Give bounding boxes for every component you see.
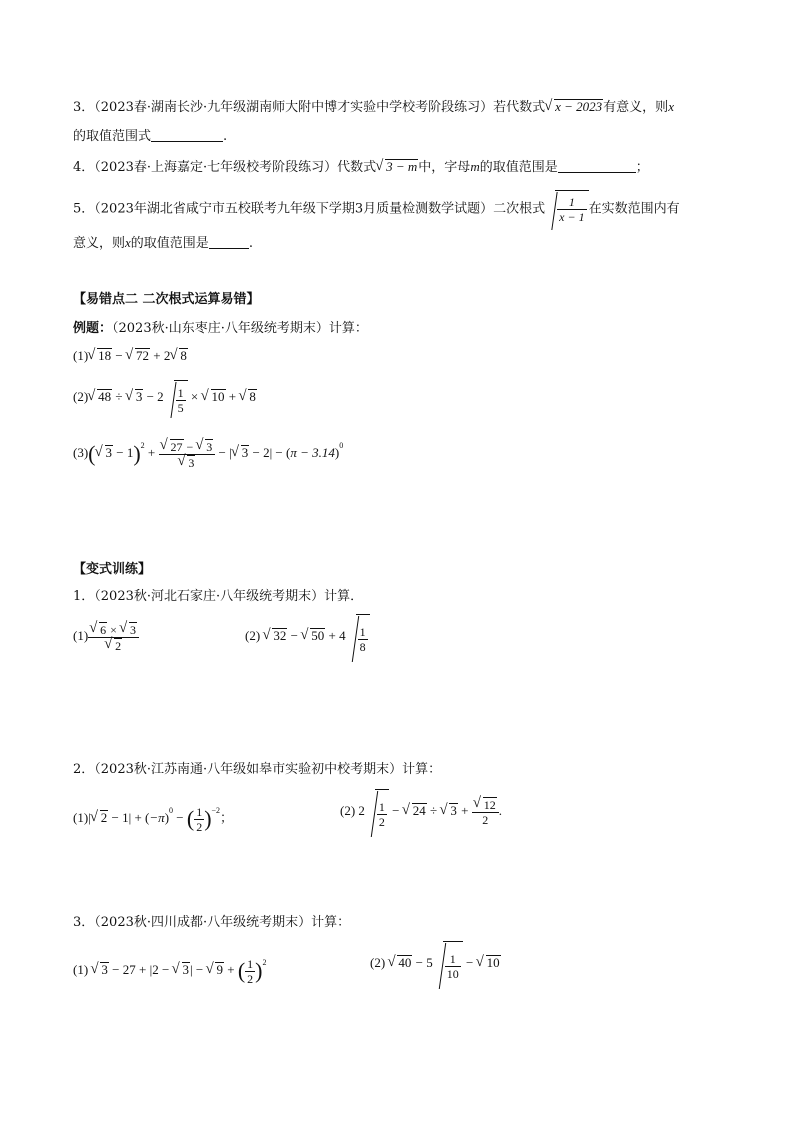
example-item-2: (2)√ 48 ÷ √ 3 − 2 $\frac{1}{5}$ × √ 10 + √ 8	[73, 380, 257, 416]
practice-q3-part1: (1) √ 3 − 27 + |2 − √ 3| − √ 9 + ( $\frac{1}{2}$ )$^2$	[73, 941, 266, 993]
section-heading-practice: 【变式训练】	[73, 562, 152, 577]
practice-q1-part2: (2) √ 32 − √ 50 + 4 $\frac{1}{8}$	[245, 614, 370, 660]
practice-q2-title: 2．（2023秋·江苏南通·八年级如皋市实验初中校考期末）计算：	[73, 762, 442, 777]
sqrt-expression: √ 3 − m	[376, 158, 418, 176]
problem-5-line1: 5．（2023年湖北省咸宁市五校联考九年级下学期3月质量检测数学试题）二次根式 $\frac{1}{x - 1}$ 在实数范围内有	[73, 190, 680, 228]
answer-blank[interactable]	[209, 236, 249, 249]
problem-3-line2: 的取值范围式 .	[73, 129, 228, 144]
practice-q3-part2: (2) √ 40 − 5 $\frac{1}{10}$ − √ 10	[370, 941, 501, 987]
answer-blank[interactable]	[151, 129, 223, 142]
example-item-1: (1)√ 18 − √ 72 + 2√ 8	[73, 347, 188, 365]
answer-blank[interactable]	[558, 160, 636, 173]
example-intro: 例题：（2023秋·山东枣庄·八年级统考期末）计算：	[73, 321, 368, 336]
sqrt-fraction: $\frac{1}{x - 1}$	[545, 190, 588, 228]
practice-q1-part1: (1) √ 6 × √ 3 √ 2	[73, 614, 139, 658]
practice-q1-title: 1．（2023秋·河北石家庄·八年级统考期末）计算．	[73, 589, 364, 604]
problem-5-line2: 意义，则x的取值范围是 .	[73, 235, 253, 251]
sqrt-expression: √ x − 2023	[545, 98, 603, 116]
example-item-3: (3)(√ 3 − 1)$^2$ + √ 27 − √ 3 √ 3 − |√ $3 - 2| - (\pi - 3.14)^0$	[73, 424, 343, 476]
practice-q3-title: 3．（2023秋·四川成都·八年级统考期末）计算：	[73, 915, 351, 930]
practice-q2-part1: (1)|√ $2 - 1| + (-\pi)^0$ − ( $\frac{1}{2}$ )$^{-2}$；	[73, 789, 233, 841]
section-heading-error-point: 【易错点二 二次根式运算易错】	[73, 292, 260, 307]
problem-3-line1: 3．（2023春·湖南长沙·九年级湖南师大附中博才实验中学校考阶段练习）若代数式√ x − 2023有意义，则x	[73, 98, 674, 117]
practice-q2-part2: (2) 2 $\frac{1}{2}$ − √ 24 ÷ √ 3 + √ $\frac{12}{2}$ .	[340, 789, 502, 835]
problem-4: 4．（2023春·上海嘉定·七年级校考阶段练习）代数式√ 3 − m中，字母m的取值范围是 ；	[73, 158, 649, 177]
